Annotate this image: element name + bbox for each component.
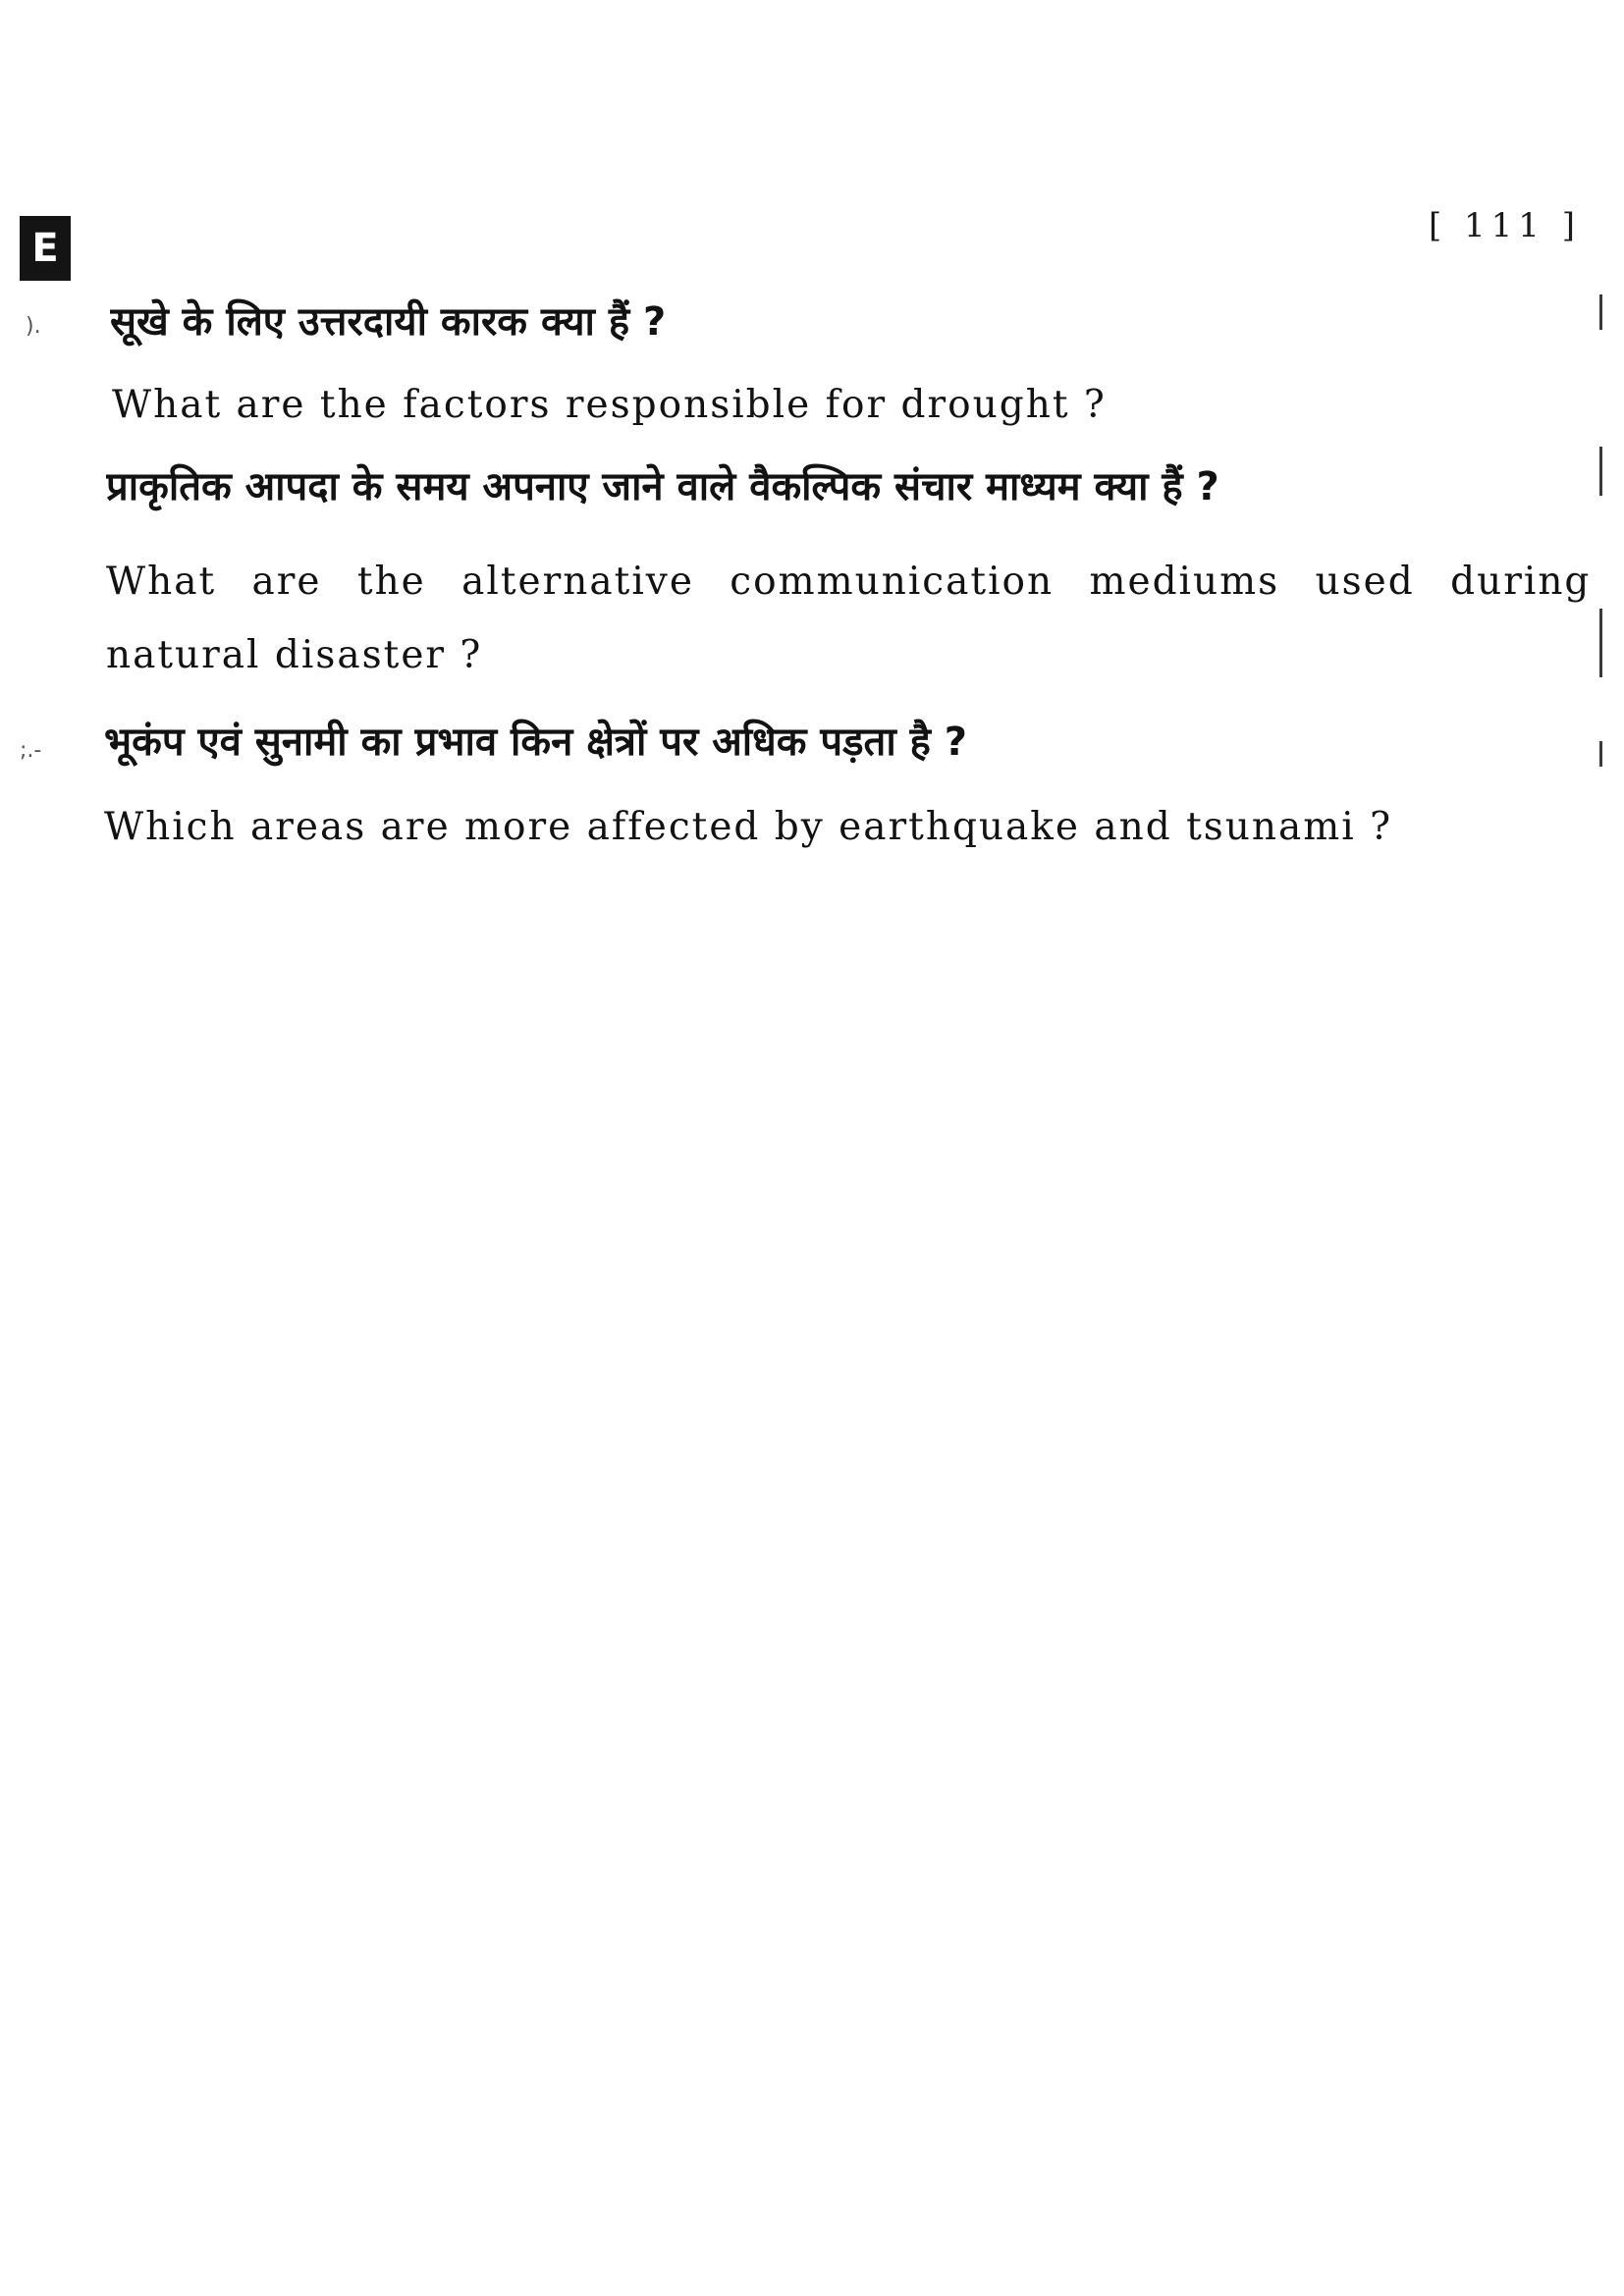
question-3-marker: ;.- [20,738,42,763]
question-1-hindi: सूखे के लिए उत्तरदायी कारक क्या हैं ? [110,299,667,345]
question-2-english-line1: What are the alternative communication mediums used during [106,560,1592,604]
question-1-english: What are the factors responsible for drought ? [112,383,1107,427]
question-2-english-line2: natural disaster ? [106,633,483,677]
edge-mark [1599,447,1602,496]
section-tab: E [20,216,71,281]
question-3-english: Which areas are more affected by earthquake and tsunami ? [104,805,1393,849]
edge-mark [1599,294,1602,330]
question-3-hindi: भूकंप एवं सुनामी का प्रभाव किन क्षेत्रों पर अधिक पड़ता है ? [104,720,967,765]
question-1-marker: ). [26,314,41,339]
edge-mark [1599,741,1602,767]
edge-mark [1599,609,1602,677]
question-2-hindi: प्राकृतिक आपदा के समय अपनाए जाने वाले वैकल्पिक संचार माध्यम क्या हैं ? [106,464,1219,509]
page-number: [ 111 ] [1428,206,1581,245]
